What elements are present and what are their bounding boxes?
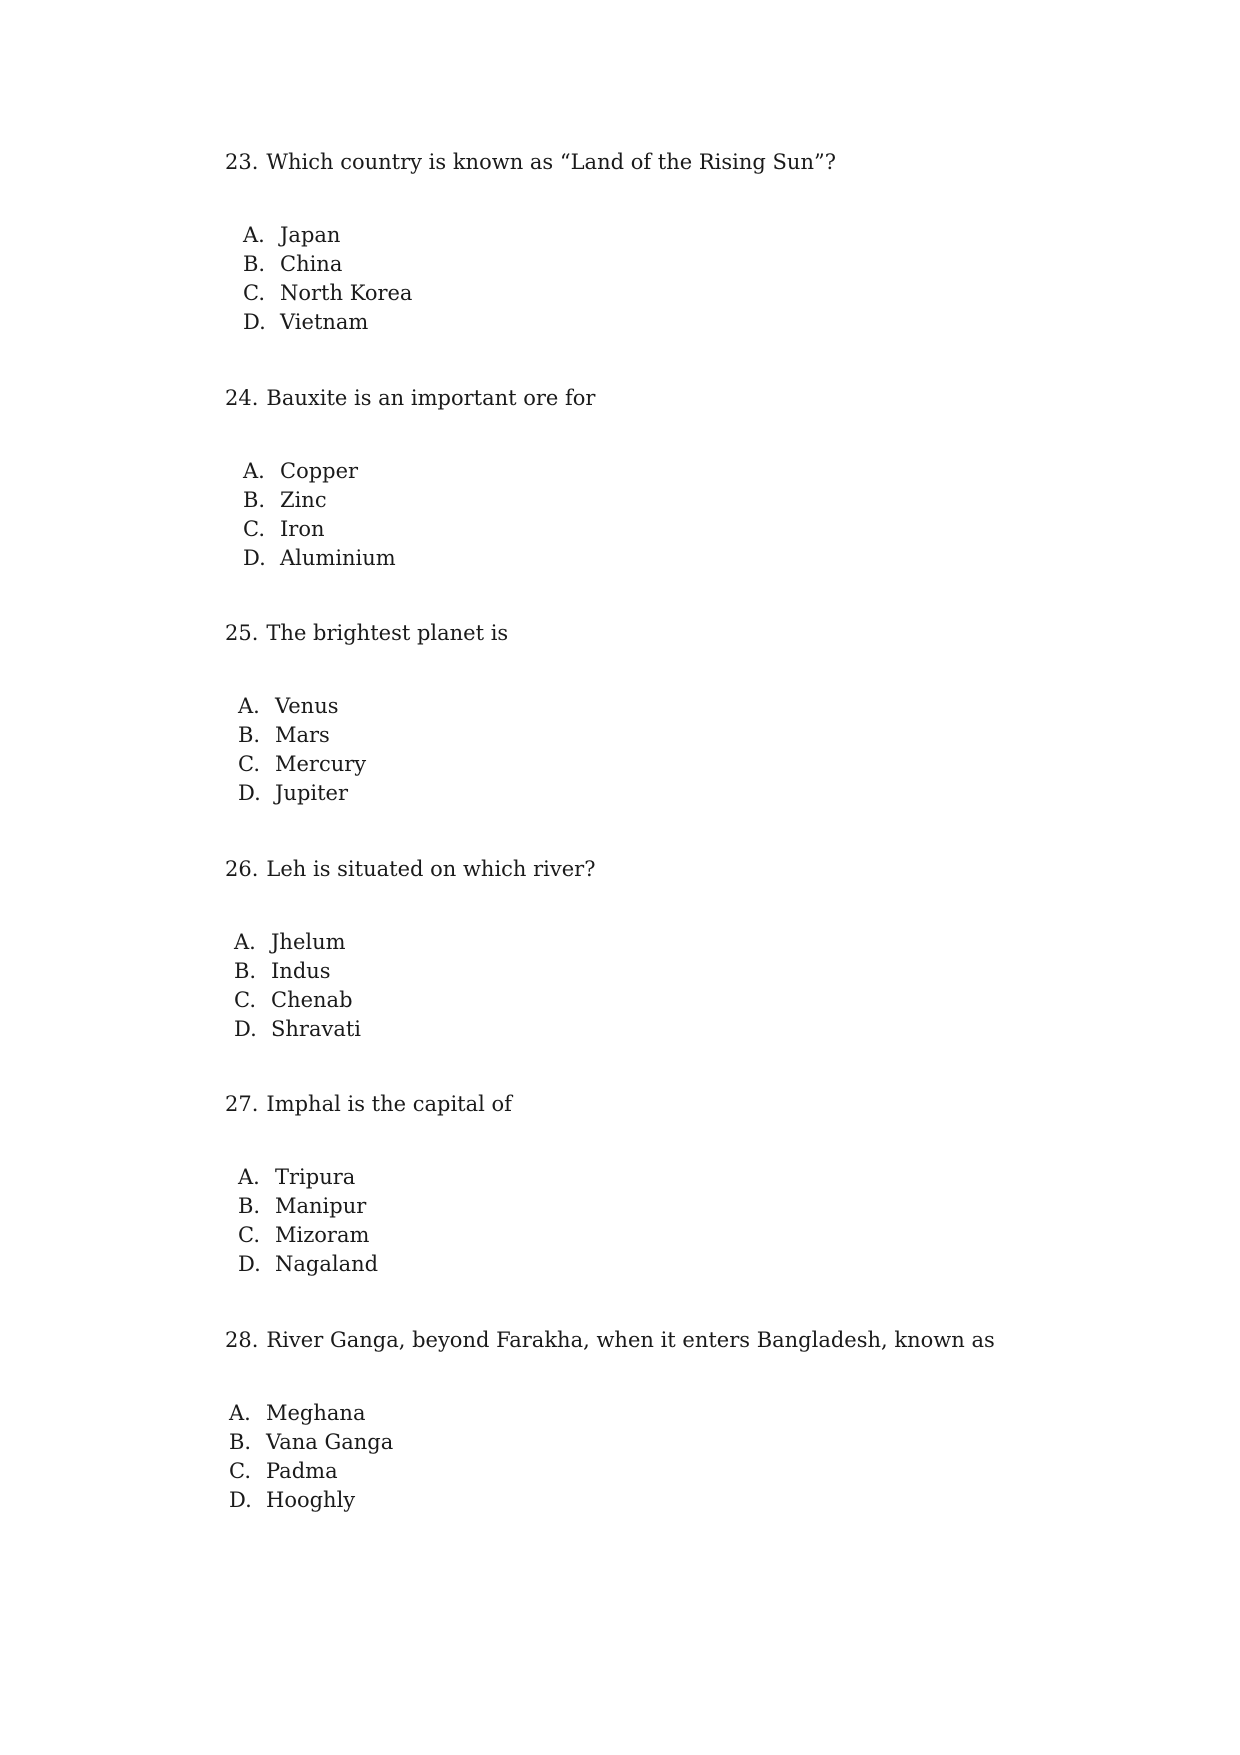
option-letter: D. xyxy=(234,1017,257,1041)
option-b xyxy=(243,486,396,515)
option-letter: C. xyxy=(238,1223,260,1247)
option-text: Tripura xyxy=(275,1165,356,1189)
option-d xyxy=(243,544,396,573)
question-number: 25. xyxy=(225,621,259,645)
option-letter: C. xyxy=(229,1459,251,1483)
question-number: 23. xyxy=(225,150,259,174)
option-letter: D. xyxy=(229,1488,252,1512)
option-letter: A. xyxy=(234,930,256,954)
question-number: 27. xyxy=(225,1092,259,1116)
option-letter: A. xyxy=(238,694,260,718)
option-letter: C. xyxy=(243,281,265,305)
option-d xyxy=(238,1250,378,1279)
options-list xyxy=(238,1163,378,1279)
question-number: 24. xyxy=(225,386,259,410)
question-26 xyxy=(225,855,1125,1041)
option-text: Manipur xyxy=(275,1194,367,1218)
option-text: China xyxy=(280,252,343,276)
option-text: Aluminium xyxy=(280,546,396,570)
question-27 xyxy=(225,1090,1125,1276)
option-text: Jupiter xyxy=(275,781,349,805)
question-prompt: The brightest planet is xyxy=(266,621,509,645)
option-text: Indus xyxy=(271,959,331,983)
option-a xyxy=(229,1399,393,1428)
option-text: Chenab xyxy=(271,988,353,1012)
option-b xyxy=(229,1428,393,1457)
question-text xyxy=(225,1326,1125,1354)
option-text: Vana Ganga xyxy=(266,1430,394,1454)
option-letter: B. xyxy=(229,1430,252,1454)
question-24 xyxy=(225,384,1125,570)
question-text xyxy=(225,855,1125,883)
option-a xyxy=(243,221,412,250)
option-text: Japan xyxy=(280,223,341,247)
option-d xyxy=(234,1015,361,1044)
option-text: Vietnam xyxy=(280,310,369,334)
option-letter: A. xyxy=(238,1165,260,1189)
option-text: Meghana xyxy=(266,1401,366,1425)
option-text: Mizoram xyxy=(275,1223,370,1247)
option-d xyxy=(229,1486,393,1515)
option-c xyxy=(243,279,412,308)
question-prompt: Which country is known as “Land of the Rising Sun”? xyxy=(266,150,836,174)
options-list xyxy=(243,457,396,573)
option-letter: B. xyxy=(238,1194,261,1218)
option-letter: A. xyxy=(229,1401,251,1425)
option-letter: D. xyxy=(238,1252,261,1276)
option-d xyxy=(243,308,412,337)
option-text: Shravati xyxy=(271,1017,362,1041)
option-text: Jhelum xyxy=(271,930,346,954)
options-list xyxy=(234,928,361,1044)
option-text: Mars xyxy=(275,723,330,747)
option-text: Copper xyxy=(280,459,359,483)
option-letter: D. xyxy=(238,781,261,805)
option-text: Venus xyxy=(275,694,339,718)
option-a xyxy=(238,692,366,721)
option-letter: C. xyxy=(234,988,256,1012)
option-c xyxy=(229,1457,393,1486)
question-prompt: Leh is situated on which river? xyxy=(266,857,596,881)
options-list xyxy=(229,1399,393,1515)
option-a xyxy=(243,457,396,486)
option-text: Hooghly xyxy=(266,1488,356,1512)
question-text xyxy=(225,619,1125,647)
option-b xyxy=(243,250,412,279)
option-letter: C. xyxy=(243,517,265,541)
option-letter: C. xyxy=(238,752,260,776)
option-a xyxy=(238,1163,378,1192)
question-text xyxy=(225,1090,1125,1118)
option-letter: B. xyxy=(234,959,257,983)
question-text xyxy=(225,384,1125,412)
question-prompt: River Ganga, beyond Farakha, when it enters Bangladesh, known as xyxy=(266,1328,995,1352)
option-b xyxy=(238,721,366,750)
option-letter: A. xyxy=(243,223,265,247)
option-b xyxy=(238,1192,378,1221)
option-c xyxy=(243,515,396,544)
option-letter: B. xyxy=(243,252,266,276)
option-letter: D. xyxy=(243,546,266,570)
question-28 xyxy=(225,1326,1125,1512)
option-b xyxy=(234,957,361,986)
option-text: Mercury xyxy=(275,752,367,776)
question-text xyxy=(225,148,1125,176)
option-c xyxy=(234,986,361,1015)
question-23 xyxy=(225,148,1125,334)
question-prompt: Bauxite is an important ore for xyxy=(266,386,596,410)
options-list xyxy=(238,692,366,808)
option-c xyxy=(238,750,366,779)
question-prompt: Imphal is the capital of xyxy=(266,1092,512,1116)
question-25 xyxy=(225,619,1125,805)
options-list xyxy=(243,221,412,337)
option-d xyxy=(238,779,366,808)
option-text: North Korea xyxy=(280,281,413,305)
option-text: Padma xyxy=(266,1459,338,1483)
option-a xyxy=(234,928,361,957)
option-letter: B. xyxy=(243,488,266,512)
question-number: 26. xyxy=(225,857,259,881)
option-text: Iron xyxy=(280,517,325,541)
option-letter: B. xyxy=(238,723,261,747)
option-text: Zinc xyxy=(280,488,327,512)
option-text: Nagaland xyxy=(275,1252,379,1276)
option-letter: D. xyxy=(243,310,266,334)
option-letter: A. xyxy=(243,459,265,483)
question-number: 28. xyxy=(225,1328,259,1352)
option-c xyxy=(238,1221,378,1250)
